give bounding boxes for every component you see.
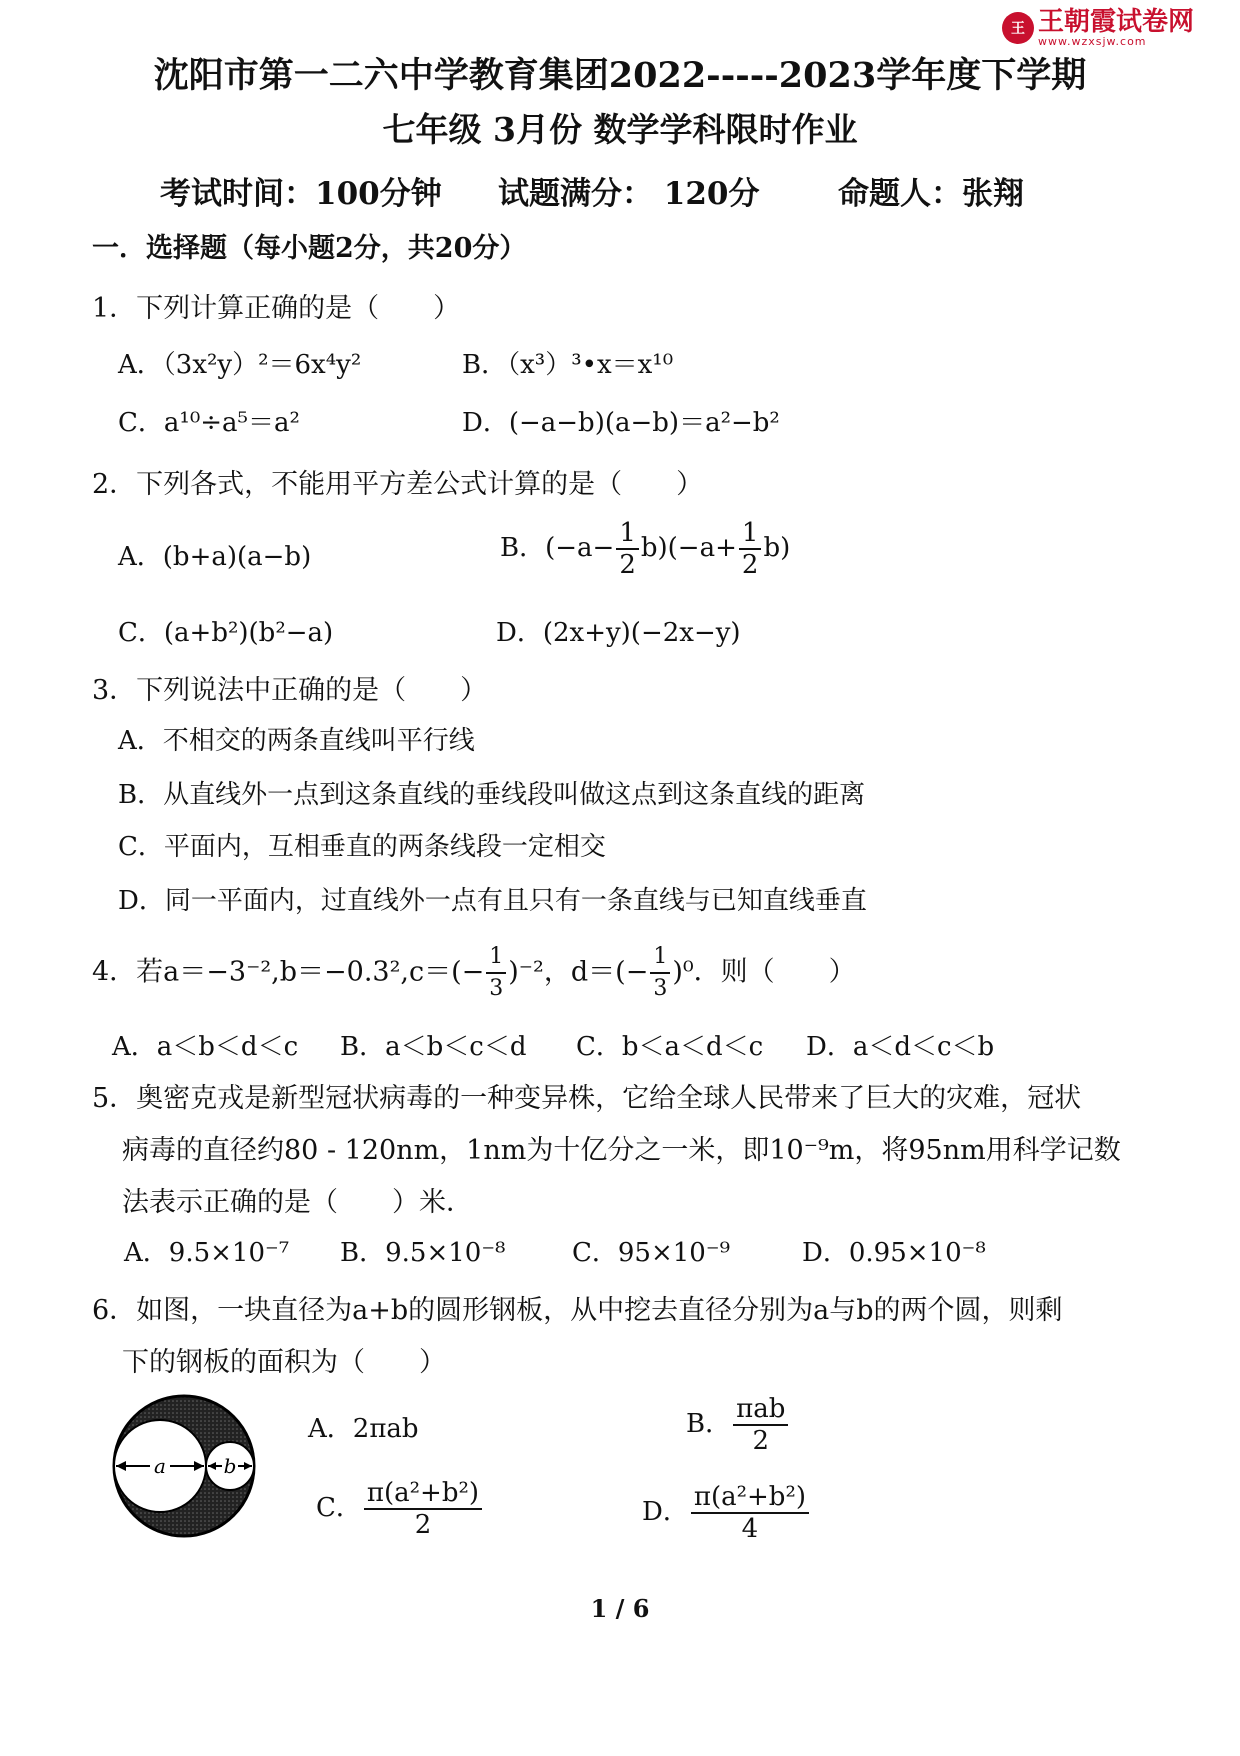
q3-option-b: B．从直线外一点到这条直线的垂线段叫做这点到这条直线的距离 [118,780,866,810]
q3-stem: 3．下列说法中正确的是（ ） [92,675,488,706]
q3-option-c: C．平面内，互相垂直的两条线段一定相交 [118,832,606,862]
q4-option-b: B．a＜b＜c＜d [340,1032,527,1062]
q3-option-d: D．同一平面内，过直线外一点有且只有一条直线与已知直线垂直 [118,886,867,916]
q6-figure [100,1392,268,1542]
q5-option-b: B．9.5×10⁻⁸ [340,1238,506,1268]
q4-option-d: D．a＜d＜c＜b [806,1032,995,1062]
q5-option-a: A．9.5×10⁻⁷ [124,1238,290,1268]
q6-option-c: C． $\frac{\text{π(a²+b²)}}{2}$ [316,1478,484,1540]
q6-option-d: D． $\frac{\text{π(a²+b²)}}{4}$ [642,1482,811,1544]
site-logo [1002,8,1194,48]
q1-option-d: D．(−a−b)(a−b)＝a²−b² [462,408,780,438]
q6-line2: 下的钢板的面积为（ ） [122,1347,446,1378]
q4-stem: 4．若a＝−3⁻²,b＝−0.3²,c＝(− $\frac{1}{3}$ )⁻²，d＝(− $\frac{1}{3}$ )⁰．则（ ） [92,944,856,1001]
q1-option-c: C．a¹⁰÷a⁵＝a² [118,408,300,438]
q6-line1: 6．如图，一块直径为a+b的圆形钢板，从中挖去直径分别为a与b的两个圆，则剩 [92,1295,1063,1326]
q5-line2: 病毒的直径约80 - 120nm，1nm为十亿分之一米，即10⁻⁹m，将95nm用科学记数 [122,1135,1121,1166]
logo-name: 王朝霞试卷网 [1038,7,1195,37]
exam-time: 考试时间：100分钟 [160,176,442,212]
q5-option-c: C．95×10⁻⁹ [572,1238,730,1268]
q4-option-c: C．b＜a＜d＜c [576,1032,764,1062]
q1-option-b: B．（x³）³•x＝x¹⁰ [462,350,674,380]
q2-option-b: B．(−a− $\frac{1}{2}$ b)(−a+ $\frac{1}{2}$ b) [500,518,791,580]
q4-option-a: A．a＜b＜d＜c [112,1032,299,1062]
section-heading: 一．选择题（每小题2分，共20分） [92,233,527,264]
q5-line1: 5．奥密克戎是新型冠状病毒的一种变异株，它给全球人民带来了巨大的灾难，冠状 [92,1083,1082,1114]
q2-option-d: D．(2x+y)(−2x−y) [496,618,741,648]
q2-option-a: A．(b+a)(a−b) [118,542,312,572]
page-number: 1 / 6 [590,1594,650,1623]
q1-option-a: A．（3x²y）²＝6x⁴y² [118,350,362,380]
q5-option-d: D．0.95×10⁻⁸ [802,1238,986,1268]
q2-stem: 2．下列各式，不能用平方差公式计算的是（ ） [92,469,704,500]
exam-subtitle: 七年级 3月份 数学学科限时作业 [382,110,858,149]
fig-label-b: b [223,1454,237,1478]
exam-author: 命题人：张翔 [838,176,1024,212]
logo-url: www.wzxsjw.com [1038,35,1147,48]
q6-option-a: A．2πab [308,1414,419,1444]
logo-seal-icon: 王 [1002,12,1034,44]
exam-score: 试题满分： 120分 [498,176,760,212]
q6-option-b: B． $\frac{\text{πab}}{2}$ [686,1394,790,1456]
q5-line3: 法表示正确的是（ ）米． [122,1187,473,1218]
exam-title: 沈阳市第一二六中学教育集团2022-----2023学年度下学期 [153,55,1087,96]
q2-option-c: C．(a+b²)(b²−a) [118,618,334,648]
fig-label-a: a [154,1454,166,1478]
q1-stem: 1．下列计算正确的是（ ） [92,293,461,324]
q3-option-a: A．不相交的两条直线叫平行线 [118,726,475,756]
